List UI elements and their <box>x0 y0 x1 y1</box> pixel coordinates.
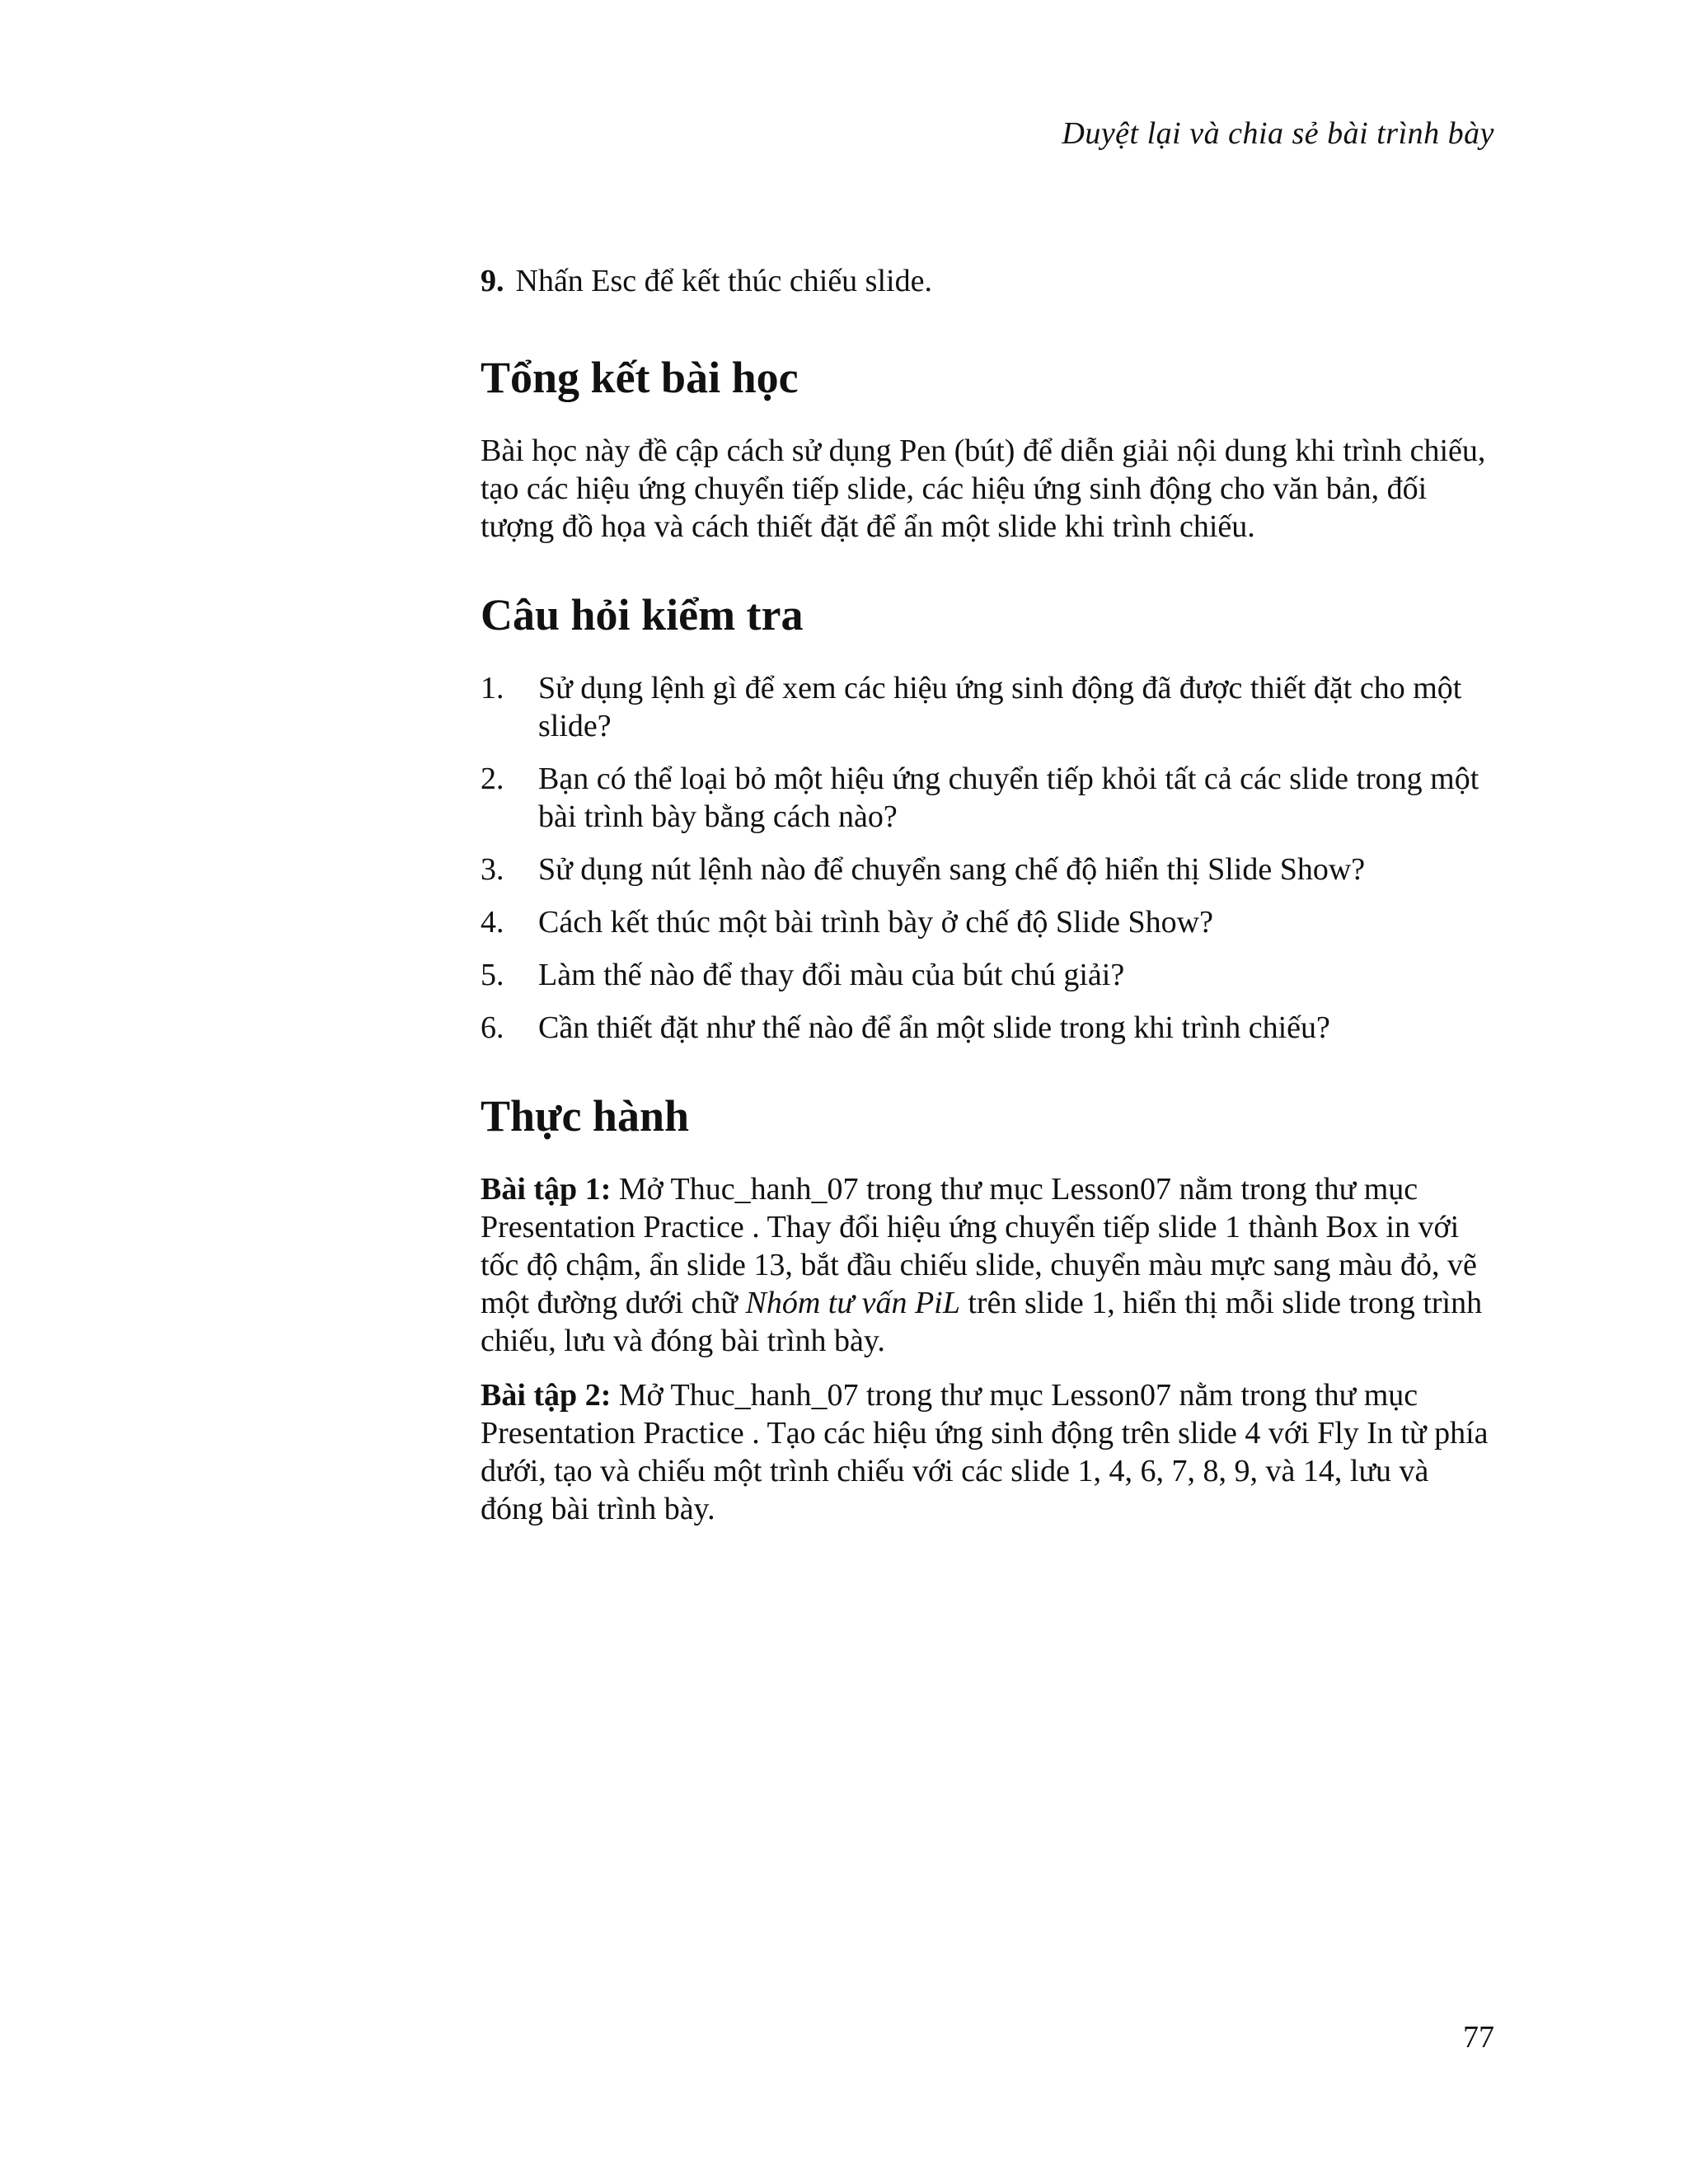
question-number: 4. <box>481 905 504 940</box>
question-text: Cách kết thúc một bài trình bày ở chế độ Slide Show? <box>538 905 1213 940</box>
question-item <box>481 760 1494 836</box>
exercise-2 <box>481 1376 1494 1528</box>
exercise-1 <box>481 1170 1494 1360</box>
question-number: 2. <box>481 762 504 796</box>
exercise-1-emphasis: Nhóm tư vấn PiL <box>745 1286 960 1320</box>
question-number: 3. <box>481 852 504 887</box>
question-number: 1. <box>481 671 504 705</box>
question-number: 5. <box>481 958 504 992</box>
questions-heading: Câu hỏi kiểm tra <box>481 590 804 640</box>
question-text: Sử dụng nút lệnh nào để chuyển sang chế độ hiển thị Slide Show? <box>538 852 1366 887</box>
step-item <box>481 262 1494 300</box>
question-item <box>481 903 1494 941</box>
question-item <box>481 669 1494 745</box>
exercise-1-text-before: Mở Thuc_hanh_07 trong thư mục Lesson07 nằm trong thư mục Presentation Practice . Thay đổi hiệu ứng chuyển tiếp slide 1 thành Box in với tốc độ chậm, ẩn slide 13, bắt đầu chiếu slide, chuyển màu mực sang màu đỏ, vẽ một đường dưới chữ <box>481 1172 1477 1320</box>
exercise-2-label: Bài tập 2: <box>481 1378 612 1413</box>
page-number: 77 <box>1463 2020 1494 2055</box>
question-list <box>481 669 1494 1047</box>
page-content <box>481 262 1494 1528</box>
summary-paragraph: Bài học này đề cập cách sử dụng Pen (bút) để diễn giải nội dung khi trình chiếu, tạo các hiệu ứng chuyển tiếp slide, các hiệu ứng sinh động cho văn bản, đối tượng đồ họa và cách thiết đặt để ẩn một slide khi trình chiếu. <box>481 434 1486 544</box>
step-number: 9. <box>481 264 504 298</box>
question-text: Làm thế nào để thay đổi màu của bút chú giải? <box>538 958 1125 992</box>
step-text: Nhấn Esc để kết thúc chiếu slide. <box>515 264 932 298</box>
exercise-2-text: Mở Thuc_hanh_07 trong thư mục Lesson07 nằm trong thư mục Presentation Practice . Tạo các hiệu ứng sinh động trên slide 4 với Fly In từ phía dưới, tạo và chiếu một trình chiếu với các slide 1, 4, 6, 7, 8, 9, và 14, lưu và đóng bài trình bày. <box>481 1378 1489 1526</box>
summary-heading: Tổng kết bài học <box>481 353 799 402</box>
running-header: Duyệt lại và chia sẻ bài trình bày <box>1062 116 1494 151</box>
question-item <box>481 956 1494 994</box>
question-text: Sử dụng lệnh gì để xem các hiệu ứng sinh động đã được thiết đặt cho một slide? <box>538 671 1462 743</box>
practice-heading: Thực hành <box>481 1091 690 1141</box>
exercise-1-text-after: trên slide 1, hiển thị mỗi slide trong trình chiếu, lưu và đóng bài trình bày. <box>481 1286 1483 1358</box>
question-text: Bạn có thể loại bỏ một hiệu ứng chuyển tiếp khỏi tất cả các slide trong một bài trình bày bằng cách nào? <box>538 762 1479 834</box>
exercise-1-label: Bài tập 1: <box>481 1172 612 1207</box>
question-item <box>481 851 1494 888</box>
question-text: Cần thiết đặt như thế nào để ẩn một slide trong khi trình chiếu? <box>538 1010 1330 1045</box>
question-number: 6. <box>481 1010 504 1045</box>
question-item <box>481 1009 1494 1047</box>
